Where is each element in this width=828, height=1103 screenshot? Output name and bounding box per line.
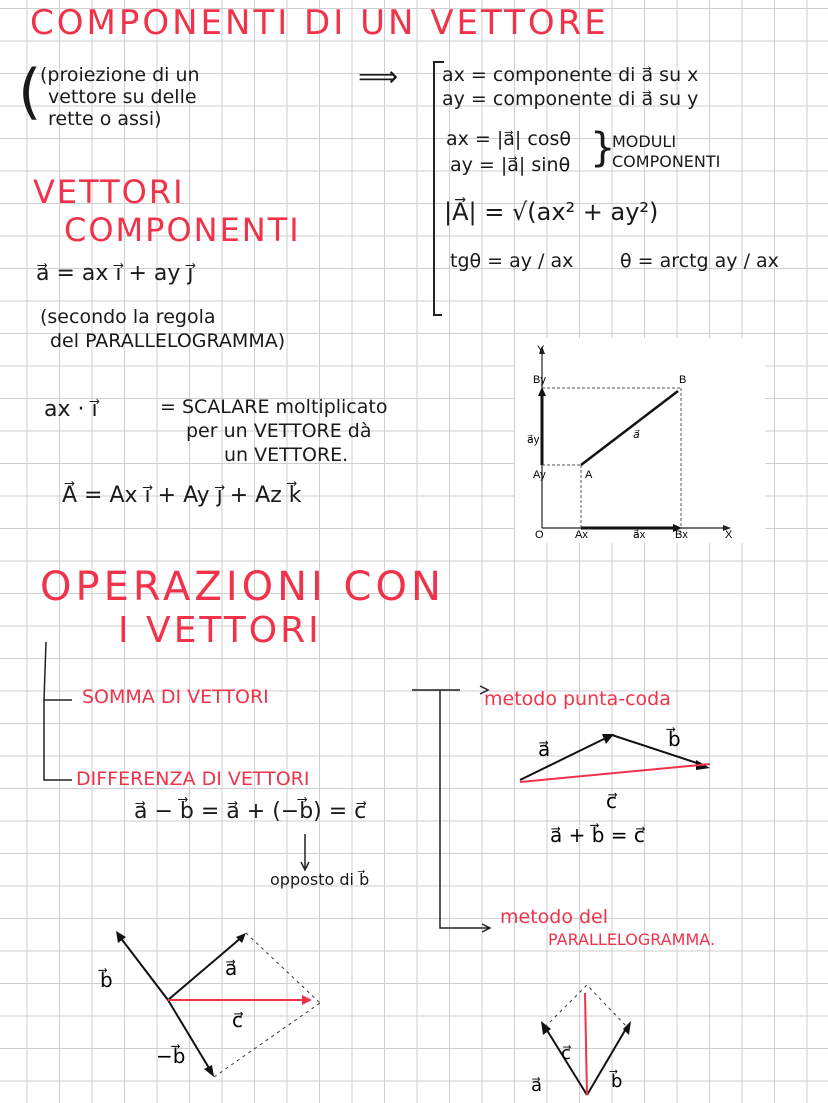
implies-arrow: ⟹ [358, 60, 399, 93]
formula-tan: tgθ = ay / ax [450, 250, 574, 272]
vector-equation: a⃗ = ax i⃗ + ay j⃗ [36, 261, 194, 286]
fig-label-origin: O [535, 529, 544, 541]
section-title-line: COMPONENTI [64, 211, 301, 249]
fig-label-a: A [585, 469, 593, 481]
definition-line: (proiezione di un [40, 64, 200, 86]
fig-label-bx: Bx [675, 529, 688, 541]
label-c: c⃗ [232, 1008, 243, 1032]
vector-3d-equation: A⃗ = Ax i⃗ + Ay j⃗ + Az k⃗ [62, 483, 302, 508]
method-tip-to-tail: metodo punta-coda [484, 688, 671, 710]
sum-equation: a⃗ + b⃗ = c⃗ [550, 823, 645, 847]
label-a: a⃗ [538, 737, 551, 761]
rule-note: (secondo la regola [40, 306, 216, 328]
label-c: c⃗ [561, 1043, 571, 1064]
fig-label-x: X [725, 529, 733, 541]
component-figure [515, 338, 765, 543]
fig-label-ay-vec: a⃗y [527, 434, 540, 446]
formula-ay-sin: ay = |a⃗| sinθ [450, 154, 571, 176]
fig-label-a-vec: a⃗ [633, 429, 640, 441]
open-paren: ( [18, 57, 42, 127]
fig-label-y: Y [537, 344, 545, 356]
difference-equation: a⃗ − b⃗ = a⃗ + (−b⃗) = c⃗ [134, 799, 367, 824]
parallelogram-diagram [525, 965, 645, 1103]
scalar-note: un VETTORE. [224, 444, 349, 466]
label-b: b⃗ [668, 727, 681, 751]
opposite-note: opposto di b⃗ [270, 870, 370, 889]
rule-note: del PARALLELOGRAMMA) [50, 330, 286, 352]
definition-line: rette o assi) [48, 108, 162, 130]
label-minus-b: −b⃗ [156, 1044, 186, 1068]
scalar-note: = SCALARE moltiplicato [160, 396, 388, 418]
moduli-label: MODULI [612, 132, 677, 151]
branch-lines [30, 640, 80, 800]
label-c: c⃗ [606, 789, 617, 813]
label-b: b⃗ [100, 968, 113, 992]
tip-to-tail-diagram [510, 720, 730, 850]
fig-label-ax-vec: a⃗x [633, 529, 646, 541]
opposite-arrow [300, 834, 310, 874]
label-a: a⃗ [531, 1075, 543, 1096]
componenti-label: COMPONENTI [612, 152, 721, 171]
sum-label: SOMMA DI VETTORI [82, 686, 269, 708]
formula-arctan: θ = arctg ay / ax [620, 250, 779, 272]
label-a: a⃗ [225, 956, 238, 980]
scalar-equation: ax · i⃗ [44, 397, 98, 422]
fig-label-by: By [533, 374, 546, 386]
page-title: COMPONENTI DI UN VETTORE [30, 3, 609, 43]
difference-label: DIFFERENZA DI VETTORI [76, 768, 310, 790]
scalar-note: per un VETTORE dà [186, 420, 372, 442]
formula-magnitude: |A⃗| = √(ax² + ay²) [444, 198, 659, 226]
formula-ax-def: ax = componente di a⃗ su x [442, 64, 699, 86]
section-title-line: I VETTORI [118, 610, 322, 651]
method-branch [410, 680, 490, 940]
section-title-line: OPERAZIONI CON [40, 564, 445, 610]
label-b: b⃗ [611, 1071, 623, 1092]
method-parallelogram: metodo del [500, 906, 609, 928]
formula-ay-def: ay = componente di a⃗ su y [442, 88, 699, 110]
difference-diagram [90, 925, 350, 1085]
brace: } [590, 125, 616, 171]
formula-ax-cos: ax = |a⃗| cosθ [446, 128, 571, 150]
method-parallelogram: PARALLELOGRAMMA. [548, 930, 716, 949]
fig-label-b: B [679, 374, 687, 386]
fig-label-ax: Ax [575, 529, 588, 541]
section-title-line: VETTORI [33, 173, 185, 211]
definition-line: vettore su delle [48, 86, 197, 108]
fig-label-ay: Ay [533, 469, 546, 481]
